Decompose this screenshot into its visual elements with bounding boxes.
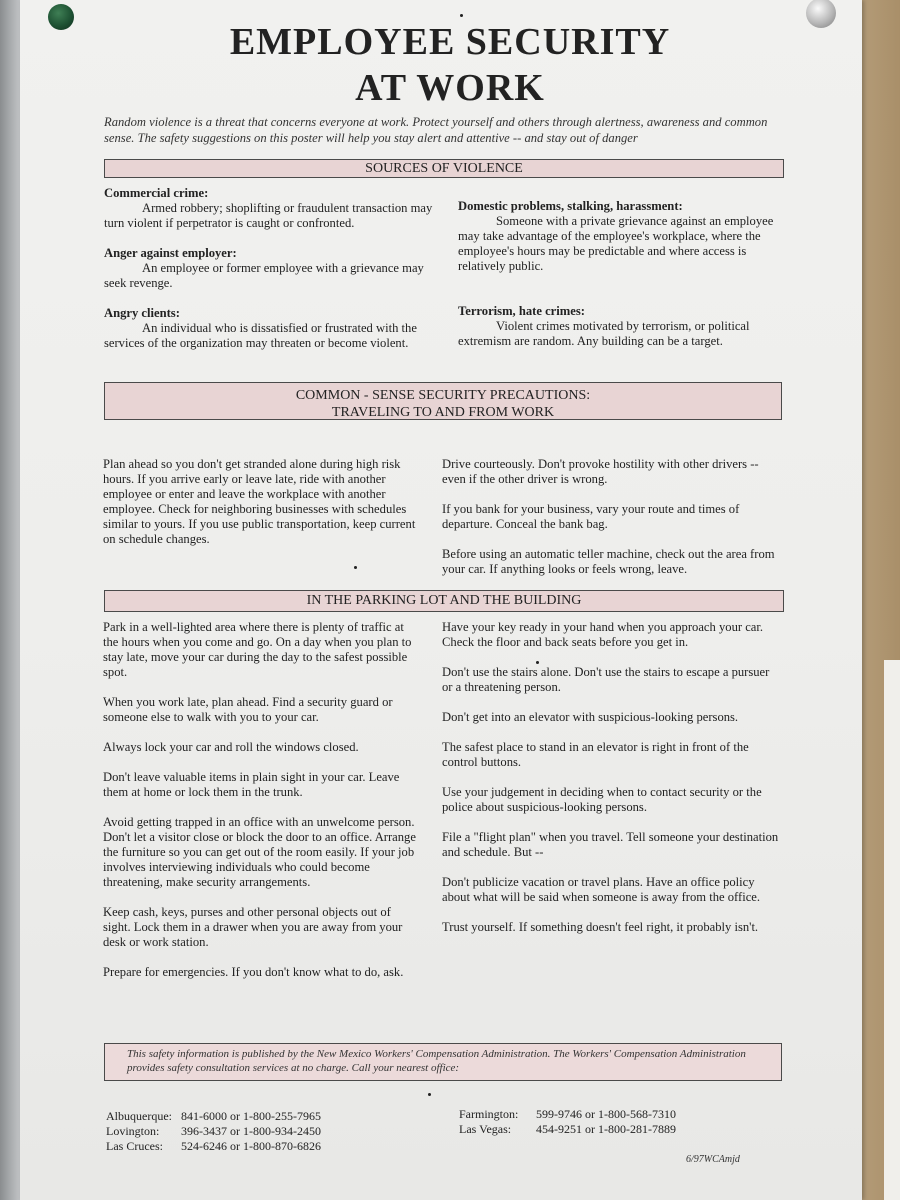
tip-paragraph: Prepare for emergencies. If you don't know what to do, ask. <box>103 965 404 979</box>
office-row <box>106 1124 321 1139</box>
section-body: An employee or former employee with a grievance may seek revenge. <box>104 261 424 290</box>
parking-heading: IN THE PARKING LOT AND THE BUILDING <box>104 590 784 612</box>
section-subheading: Domestic problems, stalking, harassment: <box>458 199 683 213</box>
poster-title-line2: AT WORK <box>355 67 545 109</box>
tip-paragraph: Use your judgement in deciding when to contact security or the police about suspicious-looking persons. <box>442 785 762 814</box>
tip-paragraph: Don't use the stairs alone. Don't use the stairs to escape a pursuer or a threatening person. <box>442 665 770 694</box>
section-body: Someone with a private grievance against an employee may take advantage of the employee's workplace, where the employee's hours may be predictable and where access is relatively public. <box>458 214 774 273</box>
office-phones: 396-3437 or 1-800-934-2450 <box>181 1124 321 1138</box>
form-code: 6/97WCAmjd <box>686 1154 740 1165</box>
tip-paragraph: Trust yourself. If something doesn't feel right, it probably isn't. <box>442 920 759 934</box>
publisher-note: This safety information is published by the New Mexico Workers' Compensation Administration. The Workers' Compensation Administration provides safety consultation services at no charge. Call your nearest office: <box>104 1043 782 1081</box>
adjacent-paper <box>884 660 900 1200</box>
tip-paragraph: Don't leave valuable items in plain sight in your car. Leave them at home or lock them in the trunk. <box>103 770 400 799</box>
tip-paragraph: Avoid getting trapped in an office with an unwelcome person. Don't let a visitor close or block the door to an office. Arrange the furniture so you can get out of the room easily. If your job involves interviewing individuals who could become threatening, make security arrangements. <box>103 815 416 889</box>
office-row <box>106 1109 321 1124</box>
office-phones: 454-9251 or 1-800-281-7889 <box>536 1122 676 1136</box>
section-body: An individual who is dissatisfied or frustrated with the services of the organization may threaten or become violent. <box>104 321 417 350</box>
tip-paragraph: Park in a well-lighted area where there is plenty of traffic at the hours when you come and go. On a day when you plan to stay late, move your car during the day to the safest possible spot. <box>103 620 412 679</box>
tip-paragraph: Drive courteously. Don't provoke hostility with other drivers -- even if the other driver is wrong. <box>442 457 759 486</box>
traveling-heading-line2: TRAVELING TO AND FROM WORK <box>331 405 555 420</box>
office-row <box>459 1122 676 1137</box>
tip-paragraph: Don't get into an elevator with suspicious-looking persons. <box>442 710 739 724</box>
office-row <box>106 1139 321 1154</box>
speck <box>354 566 357 569</box>
tip-paragraph: When you work late, plan ahead. Find a security guard or someone else to walk with you to your car. <box>103 695 393 724</box>
sources-right-column <box>458 199 780 349</box>
office-city: Farmington: <box>459 1107 519 1121</box>
section-subheading: Anger against employer: <box>104 246 237 260</box>
traveling-heading <box>104 382 782 420</box>
speck <box>536 661 539 664</box>
tip-paragraph: If you bank for your business, vary your route and times of departure. Conceal the bank bag. <box>442 502 740 531</box>
traveling-heading-line1: COMMON - SENSE SECURITY PRECAUTIONS: <box>295 388 591 403</box>
section-subheading: Angry clients: <box>104 306 180 320</box>
traveling-left-column <box>103 457 421 547</box>
speck <box>460 14 463 17</box>
tip-paragraph: Plan ahead so you don't get stranded alone during high risk hours. If you arrive early or leave late, ride with another employee or enter and leave the workplace with another employee. Check for neighboring businesses with schedules similar to yours. If you use public transportation, keep current on schedule changes. <box>103 457 416 546</box>
office-row <box>459 1107 676 1122</box>
office-city: Lovington: <box>106 1124 160 1138</box>
sources-heading: SOURCES OF VIOLENCE <box>104 159 784 178</box>
office-phones: 841-6000 or 1-800-255-7965 <box>181 1109 321 1123</box>
section-subheading: Terrorism, hate crimes: <box>458 304 585 318</box>
section-subheading: Commercial crime: <box>104 186 209 200</box>
office-list-right <box>459 1107 676 1137</box>
poster-title: EMPLOYEE SECURITY <box>229 21 671 63</box>
office-phones: 524-6246 or 1-800-870-6826 <box>181 1139 321 1153</box>
tip-paragraph: Don't publicize vacation or travel plans. Have an office policy about what will be said when someone is away from the office. <box>442 875 761 904</box>
office-city: Las Vegas: <box>459 1122 512 1136</box>
office-city: Albuquerque: <box>106 1109 172 1123</box>
sources-left-column <box>104 186 434 351</box>
office-phones: 599-9746 or 1-800-568-7310 <box>536 1107 676 1121</box>
tip-paragraph: File a "flight plan" when you travel. Tell someone your destination and schedule. But -- <box>442 830 779 859</box>
intro-text: Random violence is a threat that concerns everyone at work. Protect yourself and others through alertness, awareness and common sense. The safety suggestions on this poster will help you stay alert and attentive -- and stay out of danger <box>104 115 768 145</box>
traveling-right-column <box>442 457 780 577</box>
tip-paragraph: Keep cash, keys, purses and other personal objects out of sight. Lock them in a drawer when you are away from your desk or work station. <box>103 905 403 949</box>
parking-right-column <box>442 620 782 935</box>
parking-left-column <box>103 620 421 980</box>
tip-paragraph: Have your key ready in your hand when you approach your car. Check the floor and back seats before you get in. <box>442 620 764 649</box>
section-body: Violent crimes motivated by terrorism, or political extremism are random. Any building can be a target. <box>458 319 750 348</box>
section-body: Armed robbery; shoplifting or fraudulent transaction may turn violent if perpetrator is caught or confronted. <box>104 201 433 230</box>
speck <box>428 1093 431 1096</box>
office-city: Las Cruces: <box>106 1139 163 1153</box>
tip-paragraph: Always lock your car and roll the windows closed. <box>103 740 359 754</box>
office-list-left <box>106 1109 321 1154</box>
tip-paragraph: Before using an automatic teller machine, check out the area from your car. If anything looks or feels wrong, leave. <box>442 547 775 576</box>
tip-paragraph: The safest place to stand in an elevator is right in front of the control buttons. <box>442 740 749 769</box>
